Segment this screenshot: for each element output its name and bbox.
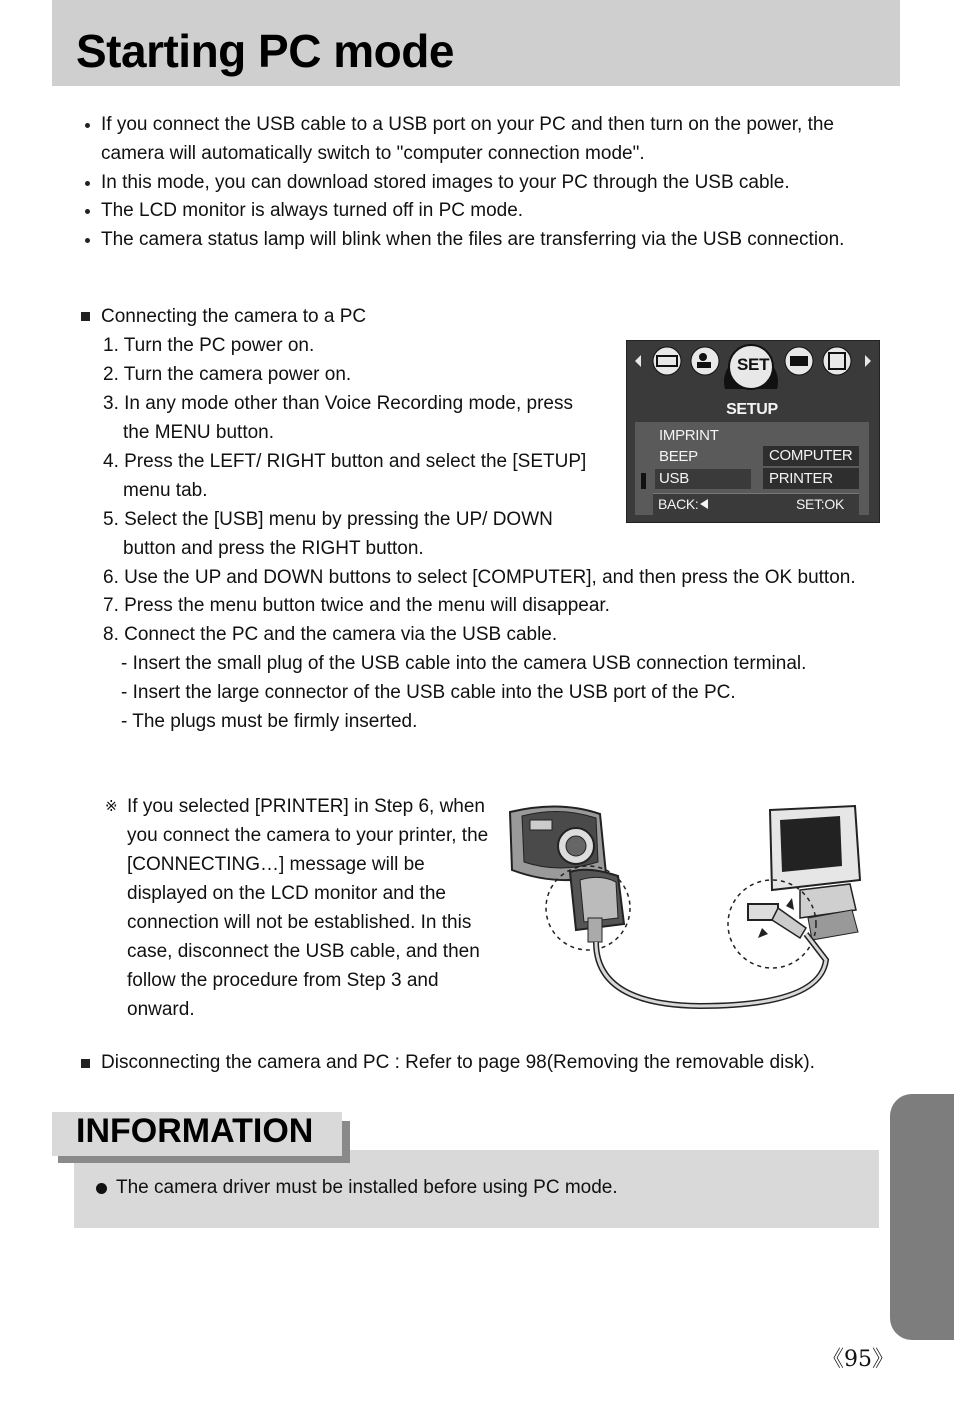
step-line: 7. Press the menu button twice and the menu will disappear. bbox=[103, 595, 610, 616]
note-line: displayed on the LCD monitor and the bbox=[127, 883, 446, 904]
lcd-menu-header: SETUP bbox=[635, 398, 869, 422]
camera-pc-usb-illustration bbox=[500, 800, 870, 1015]
lcd-footer-set: SET:OK bbox=[796, 496, 844, 512]
square-bullet-icon bbox=[81, 312, 90, 321]
note-line: onward. bbox=[127, 999, 195, 1020]
lcd-option: COMPUTER bbox=[769, 447, 853, 464]
side-chapter-tab bbox=[890, 1094, 954, 1340]
step-line: 1. Turn the PC power on. bbox=[103, 335, 315, 356]
round-bullet-icon bbox=[96, 1183, 107, 1194]
lcd-footer-back: BACK: bbox=[658, 496, 699, 512]
arrow-left-icon bbox=[635, 355, 641, 367]
camera-setting-icon bbox=[653, 347, 681, 375]
insert-arrow-icon bbox=[786, 898, 794, 910]
person-icon bbox=[691, 347, 719, 375]
camera-port-detail bbox=[570, 870, 624, 942]
note-line: If you selected [PRINTER] in Step 6, when bbox=[127, 796, 486, 817]
arrow-right-icon bbox=[865, 355, 871, 367]
page-title: Starting PC mode bbox=[76, 25, 454, 77]
lcd-menu-item: IMPRINT bbox=[659, 427, 719, 444]
step-line: 6. Use the UP and DOWN buttons to select [COMPUTER], and then press the OK button. bbox=[103, 567, 856, 588]
bullet-text: The camera status lamp will blink when the files are transferring via the USB connection. bbox=[101, 229, 845, 250]
step-line: 5. Select the [USB] menu by pressing the UP/ DOWN bbox=[103, 509, 553, 530]
lcd-menu-item: BEEP bbox=[659, 448, 698, 465]
lcd-option: PRINTER bbox=[769, 470, 833, 487]
note-symbol: ※ bbox=[105, 798, 118, 815]
bullet-dot bbox=[85, 123, 90, 128]
bullet-dot bbox=[85, 209, 90, 214]
pc-port-detail bbox=[748, 898, 806, 938]
bullet-dot bbox=[85, 238, 90, 243]
note-line: follow the procedure from Step 3 and bbox=[127, 970, 439, 991]
bullet-text: camera will automatically switch to "computer connection mode". bbox=[101, 143, 645, 164]
insert-arrow-icon bbox=[758, 928, 768, 938]
page-number: 《95》 bbox=[822, 1347, 894, 1372]
note-line: [CONNECTING…] message will be bbox=[127, 854, 425, 875]
step-line: 2. Turn the camera power on. bbox=[103, 364, 352, 385]
usb-cable-highlight bbox=[596, 934, 826, 1006]
section-heading: Connecting the camera to a PC bbox=[101, 306, 367, 327]
frame-icon bbox=[823, 347, 851, 375]
step-line: - Insert the small plug of the USB cable into the camera USB connection terminal. bbox=[121, 653, 807, 674]
lcd-setup-menu bbox=[626, 340, 880, 523]
information-text: The camera driver must be installed before using PC mode. bbox=[116, 1177, 618, 1198]
step-line: menu tab. bbox=[123, 480, 208, 501]
print-icon bbox=[785, 347, 813, 375]
step-line: 4. Press the LEFT/ RIGHT button and select the [SETUP] bbox=[103, 451, 587, 472]
bullet-text: If you connect the USB cable to a USB port on your PC and then turn on the power, the bbox=[101, 114, 835, 135]
pc-port-detail-circle bbox=[728, 880, 816, 968]
bullet-text: In this mode, you can download stored images to your PC through the USB cable. bbox=[101, 172, 790, 193]
note-line: connection will not be established. In this bbox=[127, 912, 472, 933]
step-line: 8. Connect the PC and the camera via the USB cable. bbox=[103, 624, 558, 645]
lcd-menu-item-selected: USB bbox=[659, 470, 689, 487]
bullet-dot bbox=[85, 181, 90, 186]
step-line: the MENU button. bbox=[123, 422, 275, 443]
step-line: - Insert the large connector of the USB cable into the USB port of the PC. bbox=[121, 682, 736, 703]
disconnect-note: Disconnecting the camera and PC : Refer to page 98(Removing the removable disk). bbox=[101, 1052, 815, 1073]
setup-tab-label: SET bbox=[737, 355, 770, 374]
lcd-scroll-indicator bbox=[641, 473, 646, 489]
step-line: 3. In any mode other than Voice Recording mode, press bbox=[103, 393, 573, 414]
step-line: - The plugs must be firmly inserted. bbox=[121, 711, 418, 732]
step-line: button and press the RIGHT button. bbox=[123, 538, 424, 559]
square-bullet-icon bbox=[81, 1059, 90, 1068]
bullet-text: The LCD monitor is always turned off in PC mode. bbox=[101, 200, 524, 221]
back-arrow-icon bbox=[699, 498, 709, 510]
note-line: you connect the camera to your printer, the bbox=[127, 825, 489, 846]
note-line: case, disconnect the USB cable, and then bbox=[127, 941, 480, 962]
information-label: INFORMATION bbox=[76, 1112, 314, 1150]
